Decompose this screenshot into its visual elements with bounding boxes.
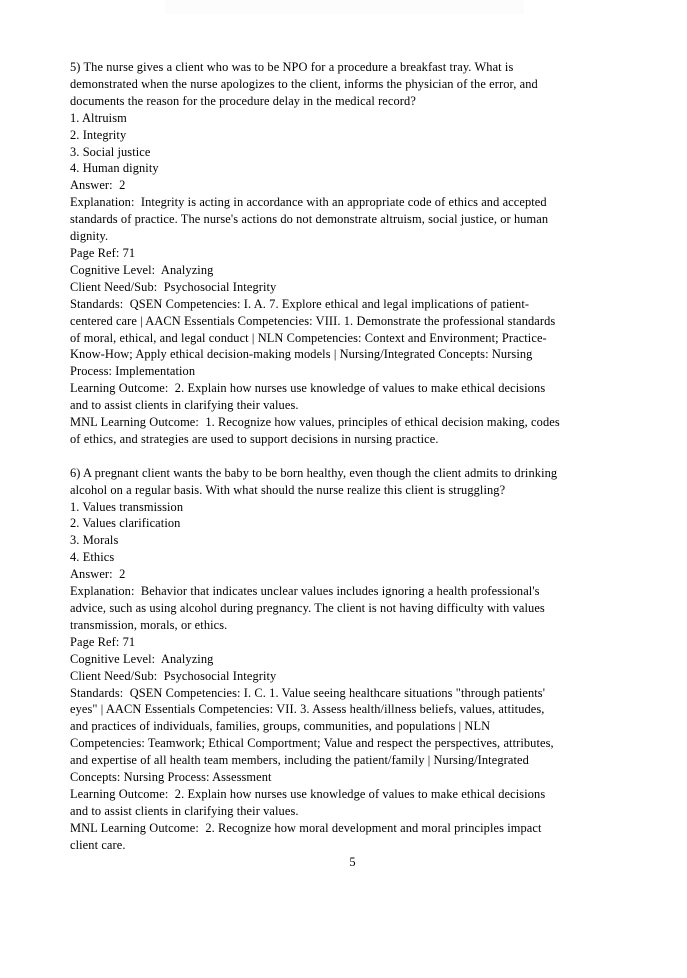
text-line: Page Ref: 71 — [70, 634, 136, 649]
text-line: Know-How; Apply ethical decision-making models | Nursing/Integrated Concepts: Nursing — [70, 347, 533, 362]
text-line: 3. Social justice — [70, 144, 151, 159]
question-5-block — [70, 59, 635, 448]
text-line: Cognitive Level: Analyzing — [70, 651, 214, 666]
text-line: Standards: QSEN Competencies: I. C. 1. Value seeing healthcare situations "through patients' — [70, 685, 546, 700]
text-line: 1. Values transmission — [70, 499, 184, 514]
text-line: Standards: QSEN Competencies: I. A. 7. Explore ethical and legal implications of patient- — [70, 296, 530, 311]
text-line: Learning Outcome: 2. Explain how nurses use knowledge of values to make ethical decisions — [70, 381, 546, 396]
text-line: Client Need/Sub: Psychosocial Integrity — [70, 279, 277, 294]
text-line: documents the reason for the procedure delay in the medical record? — [70, 93, 416, 108]
text-line: Learning Outcome: 2. Explain how nurses use knowledge of values to make ethical decisions — [70, 786, 546, 801]
question-6-block — [70, 465, 635, 854]
question-separator — [70, 448, 635, 465]
text-line: Concepts: Nursing Process: Assessment — [70, 770, 272, 785]
text-line: MNL Learning Outcome: 2. Recognize how moral development and moral principles impact — [70, 820, 542, 835]
text-line: standards of practice. The nurse's actions do not demonstrate altruism, social justice, or human — [70, 212, 549, 227]
text-line: Explanation: Integrity is acting in accordance with an appropriate code of ethics and accepted — [70, 195, 547, 210]
text-line: of moral, ethical, and legal conduct | NLN Competencies: Context and Environment; Practice- — [70, 330, 547, 345]
text-line: 5) The nurse gives a client who was to be NPO for a procedure a breakfast tray. What is — [70, 60, 514, 74]
text-line: centered care | AACN Essentials Competencies: VIII. 1. Demonstrate the professional standards — [70, 313, 556, 328]
text-line: client care. — [70, 837, 126, 852]
text-line: Page Ref: 71 — [70, 245, 136, 260]
document-body — [70, 59, 635, 854]
text-line: MNL Learning Outcome: 1. Recognize how values, principles of ethical decision making, codes — [70, 415, 560, 430]
text-line: demonstrated when the nurse apologizes to the client, informs the physician of the error, and — [70, 76, 538, 91]
text-line: of ethics, and strategies are used to support decisions in nursing practice. — [70, 431, 439, 446]
text-line: Explanation: Behavior that indicates unclear values includes ignoring a health professional's — [70, 584, 540, 599]
text-line: and to assist clients in clarifying their values. — [70, 803, 299, 818]
text-line: 2. Integrity — [70, 127, 127, 142]
text-line: transmission, morals, or ethics. — [70, 617, 228, 632]
text-line: 4. Human dignity — [70, 161, 159, 176]
text-line: advice, such as using alcohol during pregnancy. The client is not having difficulty with values — [70, 600, 545, 615]
text-line: and expertise of all health team members, including the patient/family | Nursing/Integrated — [70, 753, 529, 768]
text-line: 4. Ethics — [70, 550, 115, 565]
text-line: and practices of individuals, families, groups, communities, and populations | NLN — [70, 719, 491, 734]
text-line: 2. Values clarification — [70, 516, 181, 531]
text-line: 3. Morals — [70, 533, 119, 548]
text-line: Answer: 2 — [70, 567, 126, 582]
text-line: Competencies: Teamwork; Ethical Comportment; Value and respect the perspectives, attributes, — [70, 736, 554, 751]
text-line: 1. Altruism — [70, 110, 127, 125]
text-line: and to assist clients in clarifying their values. — [70, 398, 299, 413]
text-line: Client Need/Sub: Psychosocial Integrity — [70, 668, 277, 683]
text-line: Cognitive Level: Analyzing — [70, 262, 214, 277]
page-number: 5 — [349, 855, 356, 869]
text-line: alcohol on a regular basis. With what should the nurse realize this client is struggling? — [70, 482, 506, 497]
text-line: eyes" | AACN Essentials Competencies: VII. 3. Assess health/illness beliefs, values, attitudes, — [70, 702, 545, 717]
text-line: Process: Implementation — [70, 364, 196, 379]
text-line: dignity. — [70, 229, 109, 244]
window-top-remnant-bar — [165, 0, 524, 14]
text-line: Answer: 2 — [70, 178, 126, 193]
text-line: 6) A pregnant client wants the baby to be born healthy, even though the client admits to drinking — [70, 465, 558, 480]
